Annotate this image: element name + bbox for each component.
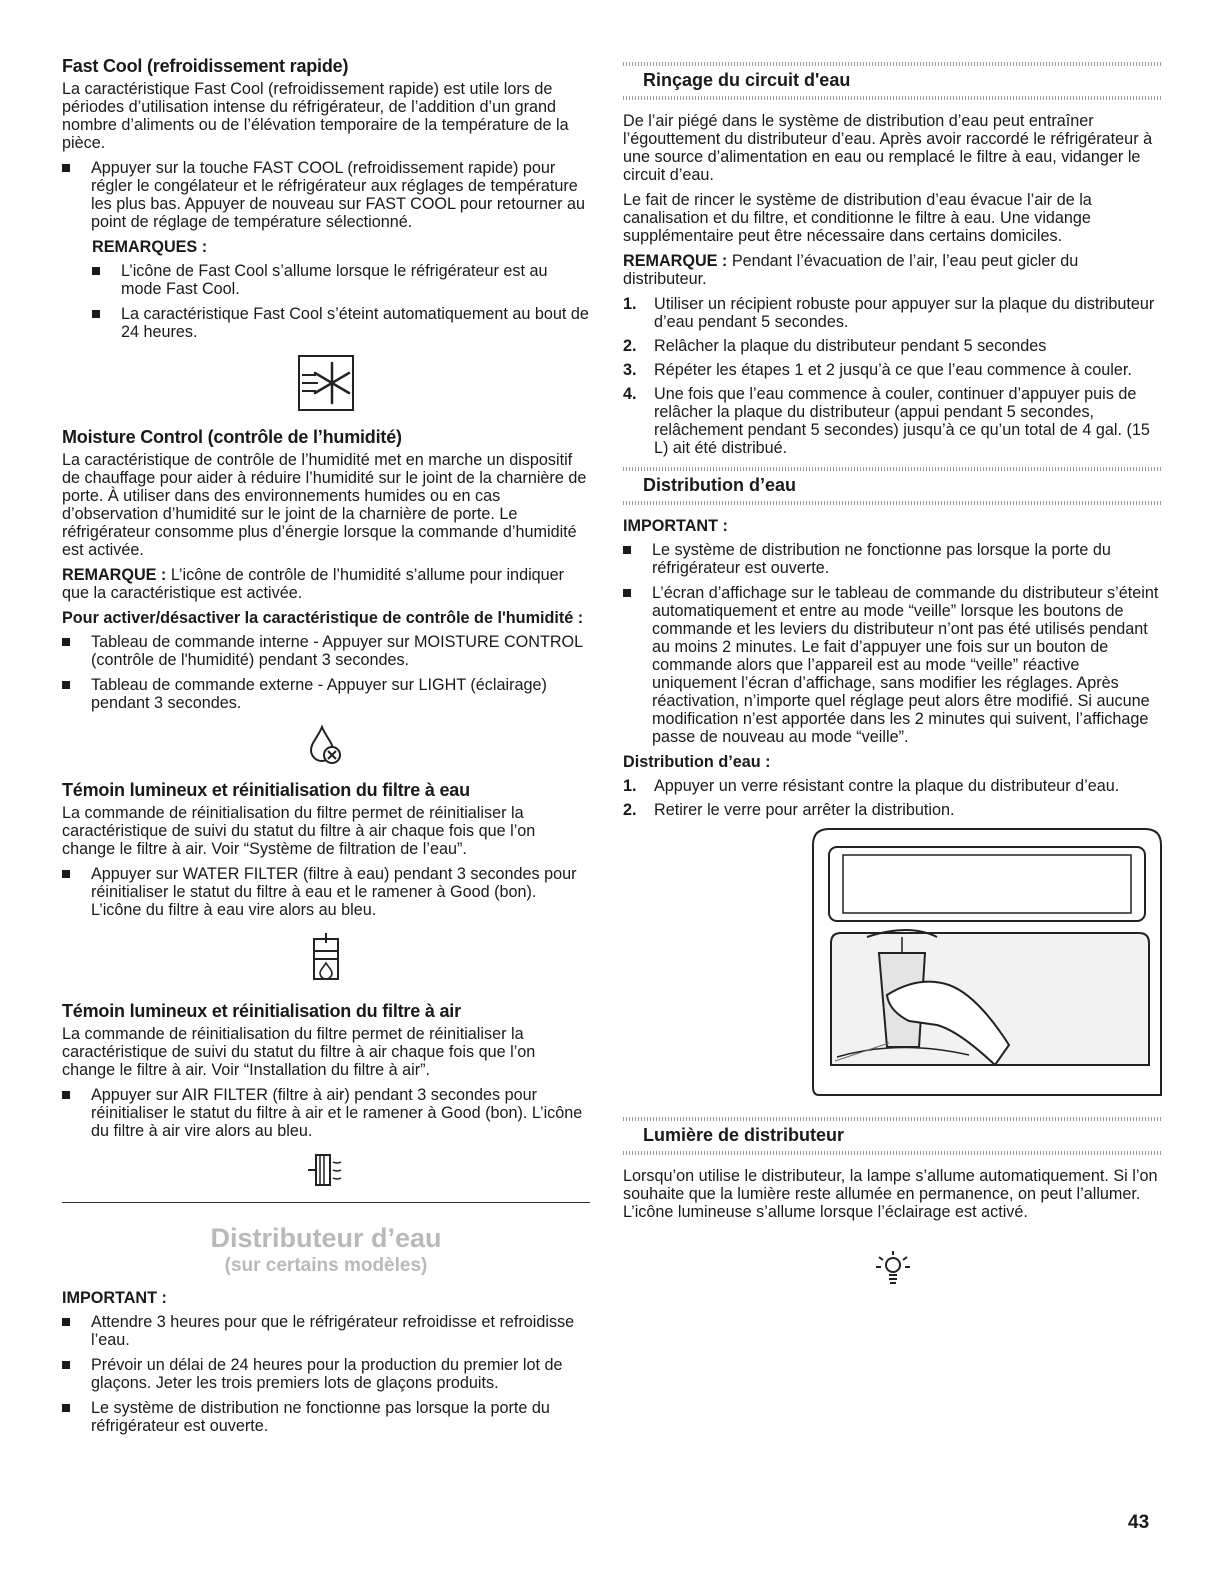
distribution-heading: Distribution d’eau [623,467,1163,505]
rinsing-remark-label: REMARQUE : [623,252,728,270]
dispenser-section-subtitle: (sur certains modèles) [224,1255,428,1276]
dispenser-bullet: Prévoir un délai de 24 heures pour la production du premier lot de glaçons. Jeter les trois premiers lots de glaçons produits. [62,1356,590,1392]
moisture-bullet: Tableau de commande externe - Appuyer sur LIGHT (éclairage) pendant 3 secondes. [62,676,590,712]
air-filter-heading: Témoin lumineux et réinitialisation du filtre à air [62,1001,461,1021]
rinsing-heading: Rinçage du circuit d'eau [623,62,1163,100]
rinsing-step: 3. Répéter les étapes 1 et 2 jusqu’à ce que l’eau commence à couler. [623,361,1132,379]
rinsing-p1: De l’air piégé dans le système de distribution d’eau peut entraîner l’égouttement du distributeur d’eau. Après avoir raccordé le réfrigérateur à une source d’alimentation en eau ou remplacé le filtre à eau, vidanger le circuit d’eau. [623,112,1153,184]
fast-cool-icon [296,353,356,413]
moisture-control-icon [308,724,344,766]
moisture-remark-label: REMARQUE : [62,566,167,584]
distribution-important-label: IMPORTANT : [623,517,728,535]
distribution-bullet: L’écran d’affichage sur le tableau de commande du distributeur s’éteint automatiquement et entre au mode “veille” lorsque les boutons de commande et les leviers du distributeur n’ont pas été utilisés pendant au moins 2 minutes. Le fait d’appuyer une fois sur un bouton de commande alors que l’appareil est au mode “veille” réactive uniquement l’écran d’affichage, sans modifier les réglages. Après réactivation, n’importe quel réglage peut alors être modifié. Si aucune modification n’est apportée dans les 2 minutes qui suivent, l’affichage passe de nouveau au mode “veille”. [623,584,1163,746]
dispenser-light-text: Lorsqu’on utilise le distributeur, la lampe s’allume automatiquement. Si l’on souhaite que la lumière reste allumée en permanence, on peut l’allumer. L’icône lumineuse s’allume lorsque l’éclairage est activé. [623,1167,1158,1221]
dispenser-important-label: IMPORTANT : [62,1289,167,1307]
moisture-remark: REMARQUE : L’icône de contrôle de l’humidité s’allume pour indiquer que la caractéristique est activée. [62,566,565,602]
water-filter-heading: Témoin lumineux et réinitialisation du filtre à eau [62,780,470,800]
dispenser-section-title: Distributeur d’eau [210,1223,442,1253]
fast-cool-remarks-label: REMARQUES : [92,238,208,256]
distribution-subhead: Distribution d’eau : [623,753,771,771]
fast-cool-heading: Fast Cool (refroidissement rapide) [62,56,349,76]
dispenser-illustration [809,825,1169,1103]
fast-cool-remark: La caractéristique Fast Cool s’éteint automatiquement au bout de 24 heures. [92,305,590,341]
water-filter-icon [309,931,343,987]
distribution-step: 2. Retirer le verre pour arrêter la distribution. [623,801,955,819]
moisture-control-heading: Moisture Control (contrôle de l’humidité) [62,427,402,447]
distribution-bullet: Le système de distribution ne fonctionne pas lorsque la porte du réfrigérateur est ouverte. [623,541,1163,577]
dispenser-bullet: Le système de distribution ne fonctionne pas lorsque la porte du réfrigérateur est ouverte. [62,1399,590,1435]
moisture-intro: La caractéristique de contrôle de l’humidité met en marche un dispositif de chauffage pour aider à réduire l’humidité sur le joint de la charnière de porte. À utiliser dans des environnements humides ou en cas d’observation d’humidité sur le joint de la charnière de porte. Le réfrigérateur consomme plus d’énergie lorsque la commande d’humidité est activée. [62,451,587,559]
distribution-step: 1. Appuyer un verre résistant contre la plaque du distributeur d’eau. [623,777,1120,795]
fast-cool-remark: L’icône de Fast Cool s’allume lorsque le réfrigérateur est au mode Fast Cool. [92,262,590,298]
dispenser-bullet: Attendre 3 heures pour que le réfrigérateur refroidisse et refroidisse l’eau. [62,1313,590,1349]
air-filter-bullet: Appuyer sur AIR FILTER (filtre à air) pendant 3 secondes pour réinitialiser le statut du filtre à air et le ramener à Good (bon). L’icône du filtre à air vire alors au bleu. [62,1086,590,1140]
page-number: 43 [1128,1512,1150,1533]
dispenser-light-heading: Lumière de distributeur [623,1117,1163,1155]
moisture-subhead: Pour activer/désactiver la caractéristique de contrôle de l'humidité : [62,609,584,627]
water-filter-intro: La commande de réinitialisation du filtre permet de réinitialiser la caractéristique de suivi du statut du filtre à air chaque fois que l’on change le filtre à air. Voir “Système de filtration de l’eau”. [62,804,536,858]
dispenser-light-icon [873,1249,913,1289]
moisture-bullet: Tableau de commande interne - Appuyer sur MOISTURE CONTROL (contrôle de l'humidité) pendant 3 secondes. [62,633,590,669]
left-column [62,56,590,1442]
fast-cool-bullet: Appuyer sur la touche FAST COOL (refroidissement rapide) pour régler le congélateur et le réfrigérateur aux réglages de température les plus bas. Appuyer de nouveau sur FAST COOL pour retourner au point de réglage de température sélectionné. [62,159,590,231]
water-filter-bullet: Appuyer sur WATER FILTER (filtre à eau) pendant 3 secondes pour réinitialiser le statut du filtre à eau et le ramener à Good (bon). L’icône du filtre à eau vire alors au bleu. [62,865,590,919]
rinsing-step: 1. Utiliser un récipient robuste pour appuyer sur la plaque du distributeur d’eau pendant 5 secondes. [623,295,1155,331]
right-column [623,62,1163,1303]
section-divider [62,1202,590,1203]
rinsing-remark: REMARQUE : Pendant l’évacuation de l’air, l’eau peut gicler du distributeur. [623,252,1079,288]
fast-cool-intro: La caractéristique Fast Cool (refroidissement rapide) est utile lors de périodes d’utilisation intense du réfrigérateur, de l’addition d’un grand nombre d’aliments ou de l’élévation temporaire de la température de la pièce. [62,80,569,152]
rinsing-step: 4. Une fois que l’eau commence à couler, continuer d’appuyer puis de relâcher la plaque du distributeur (appui pendant 5 secondes, relâchement pendant 5 secondes) jusqu’à ce qu’un total de 4 gal. (15 L) ait été distribué. [623,385,1150,457]
rinsing-p2: Le fait de rincer le système de distribution d’eau évacue l’air de la canalisation et du filtre, et conditionne le filtre à eau. Une vidange supplémentaire peut être nécessaire dans certains domiciles. [623,191,1092,245]
air-filter-intro: La commande de réinitialisation du filtre permet de réinitialiser la caractéristique de suivi du statut du filtre à air chaque fois que l’on change le filtre à air. Voir “Installation du filtre à air”. [62,1025,536,1079]
rinsing-step: 2. Relâcher la plaque du distributeur pendant 5 secondes [623,337,1047,355]
air-filter-icon [306,1152,346,1188]
